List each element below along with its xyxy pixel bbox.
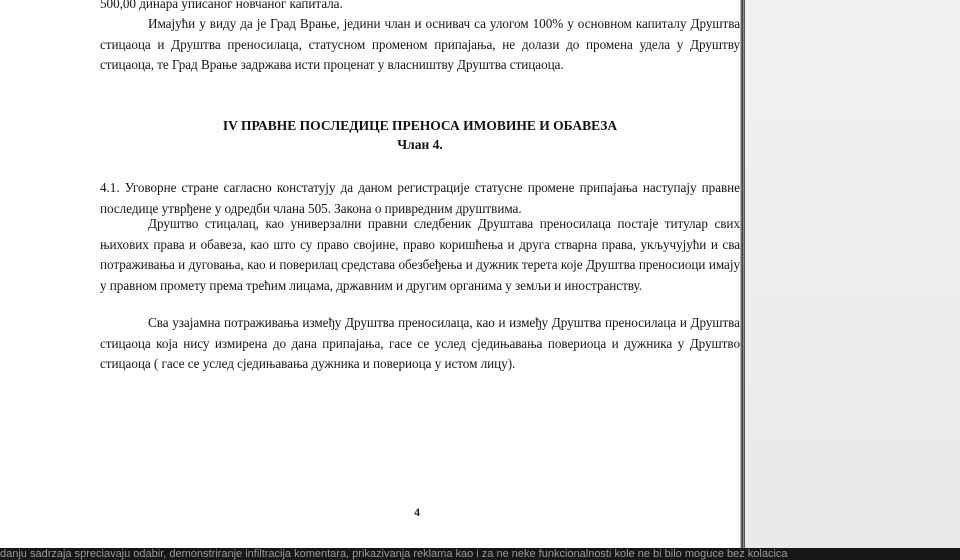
article-heading: Члан 4. <box>397 137 443 152</box>
scan-background <box>744 0 960 548</box>
paragraph-4-1: 4.1. Уговорне стране сагласно констатују да даном регистрације статусне промене припајања наступају правне последице утврђене у одредби члана 505. Закона о привредним друштвима. <box>100 180 740 216</box>
cookie-notice-strip <box>0 548 960 560</box>
paragraph-city-ownership: Имајући у виду да је Град Врање, једини члан и оснивач са улогом 100% у основном капиталу Друштва стицаоца и Друштва преносилаца, статусном променом припајања, не долази до промена удела у Друштву стицаоца, те Град Врање задржава исти проценат у власништву Друштва стицаоца. <box>100 16 740 72</box>
section-heading: IV ПРАВНЕ ПОСЛЕДИЦЕ ПРЕНОСА ИМОВИНЕ И ОБАВЕЗА <box>222 118 618 133</box>
page-number: 4 <box>414 505 420 519</box>
paragraph-mutual-claims: Сва узајамна потраживања између Друштва преносилаца, као и између Друштва преносилаца и Друштва стицаоца која нису измирена до дана припајања, гасе се услед сједињавања повериоца и дужника у Друштво стицаоца ( гасе се услед сједињавања дужника и повериоца у истом лицу). <box>100 315 740 371</box>
paragraph-universal-successor: Друштво стицалац, као универзални правни следбеник Друштава преносилаца постаје титулар свих њихових права и обавеза, као што су право својине, право коришћења и друга стварна права, укључујући и сва потраживања и дуговања, као и поверилац средстава обезбеђења и дужник терета које Друштва преносиоци имају у правном промету према трећим лицама, државним и другим органима у земљи и иностранству. <box>100 216 740 293</box>
cookie-notice-text: danju sadrzaja spreciavaju odabir, demonstriranje infiltracija komentara, prikazivanja reklama kao i za ne neke funkcionalnosti kole ne bi bilo moguce bez kolacica <box>0 548 788 560</box>
paragraph-capital-amount: 500,00 динара уписаног новчаног капитала. <box>100 0 343 11</box>
